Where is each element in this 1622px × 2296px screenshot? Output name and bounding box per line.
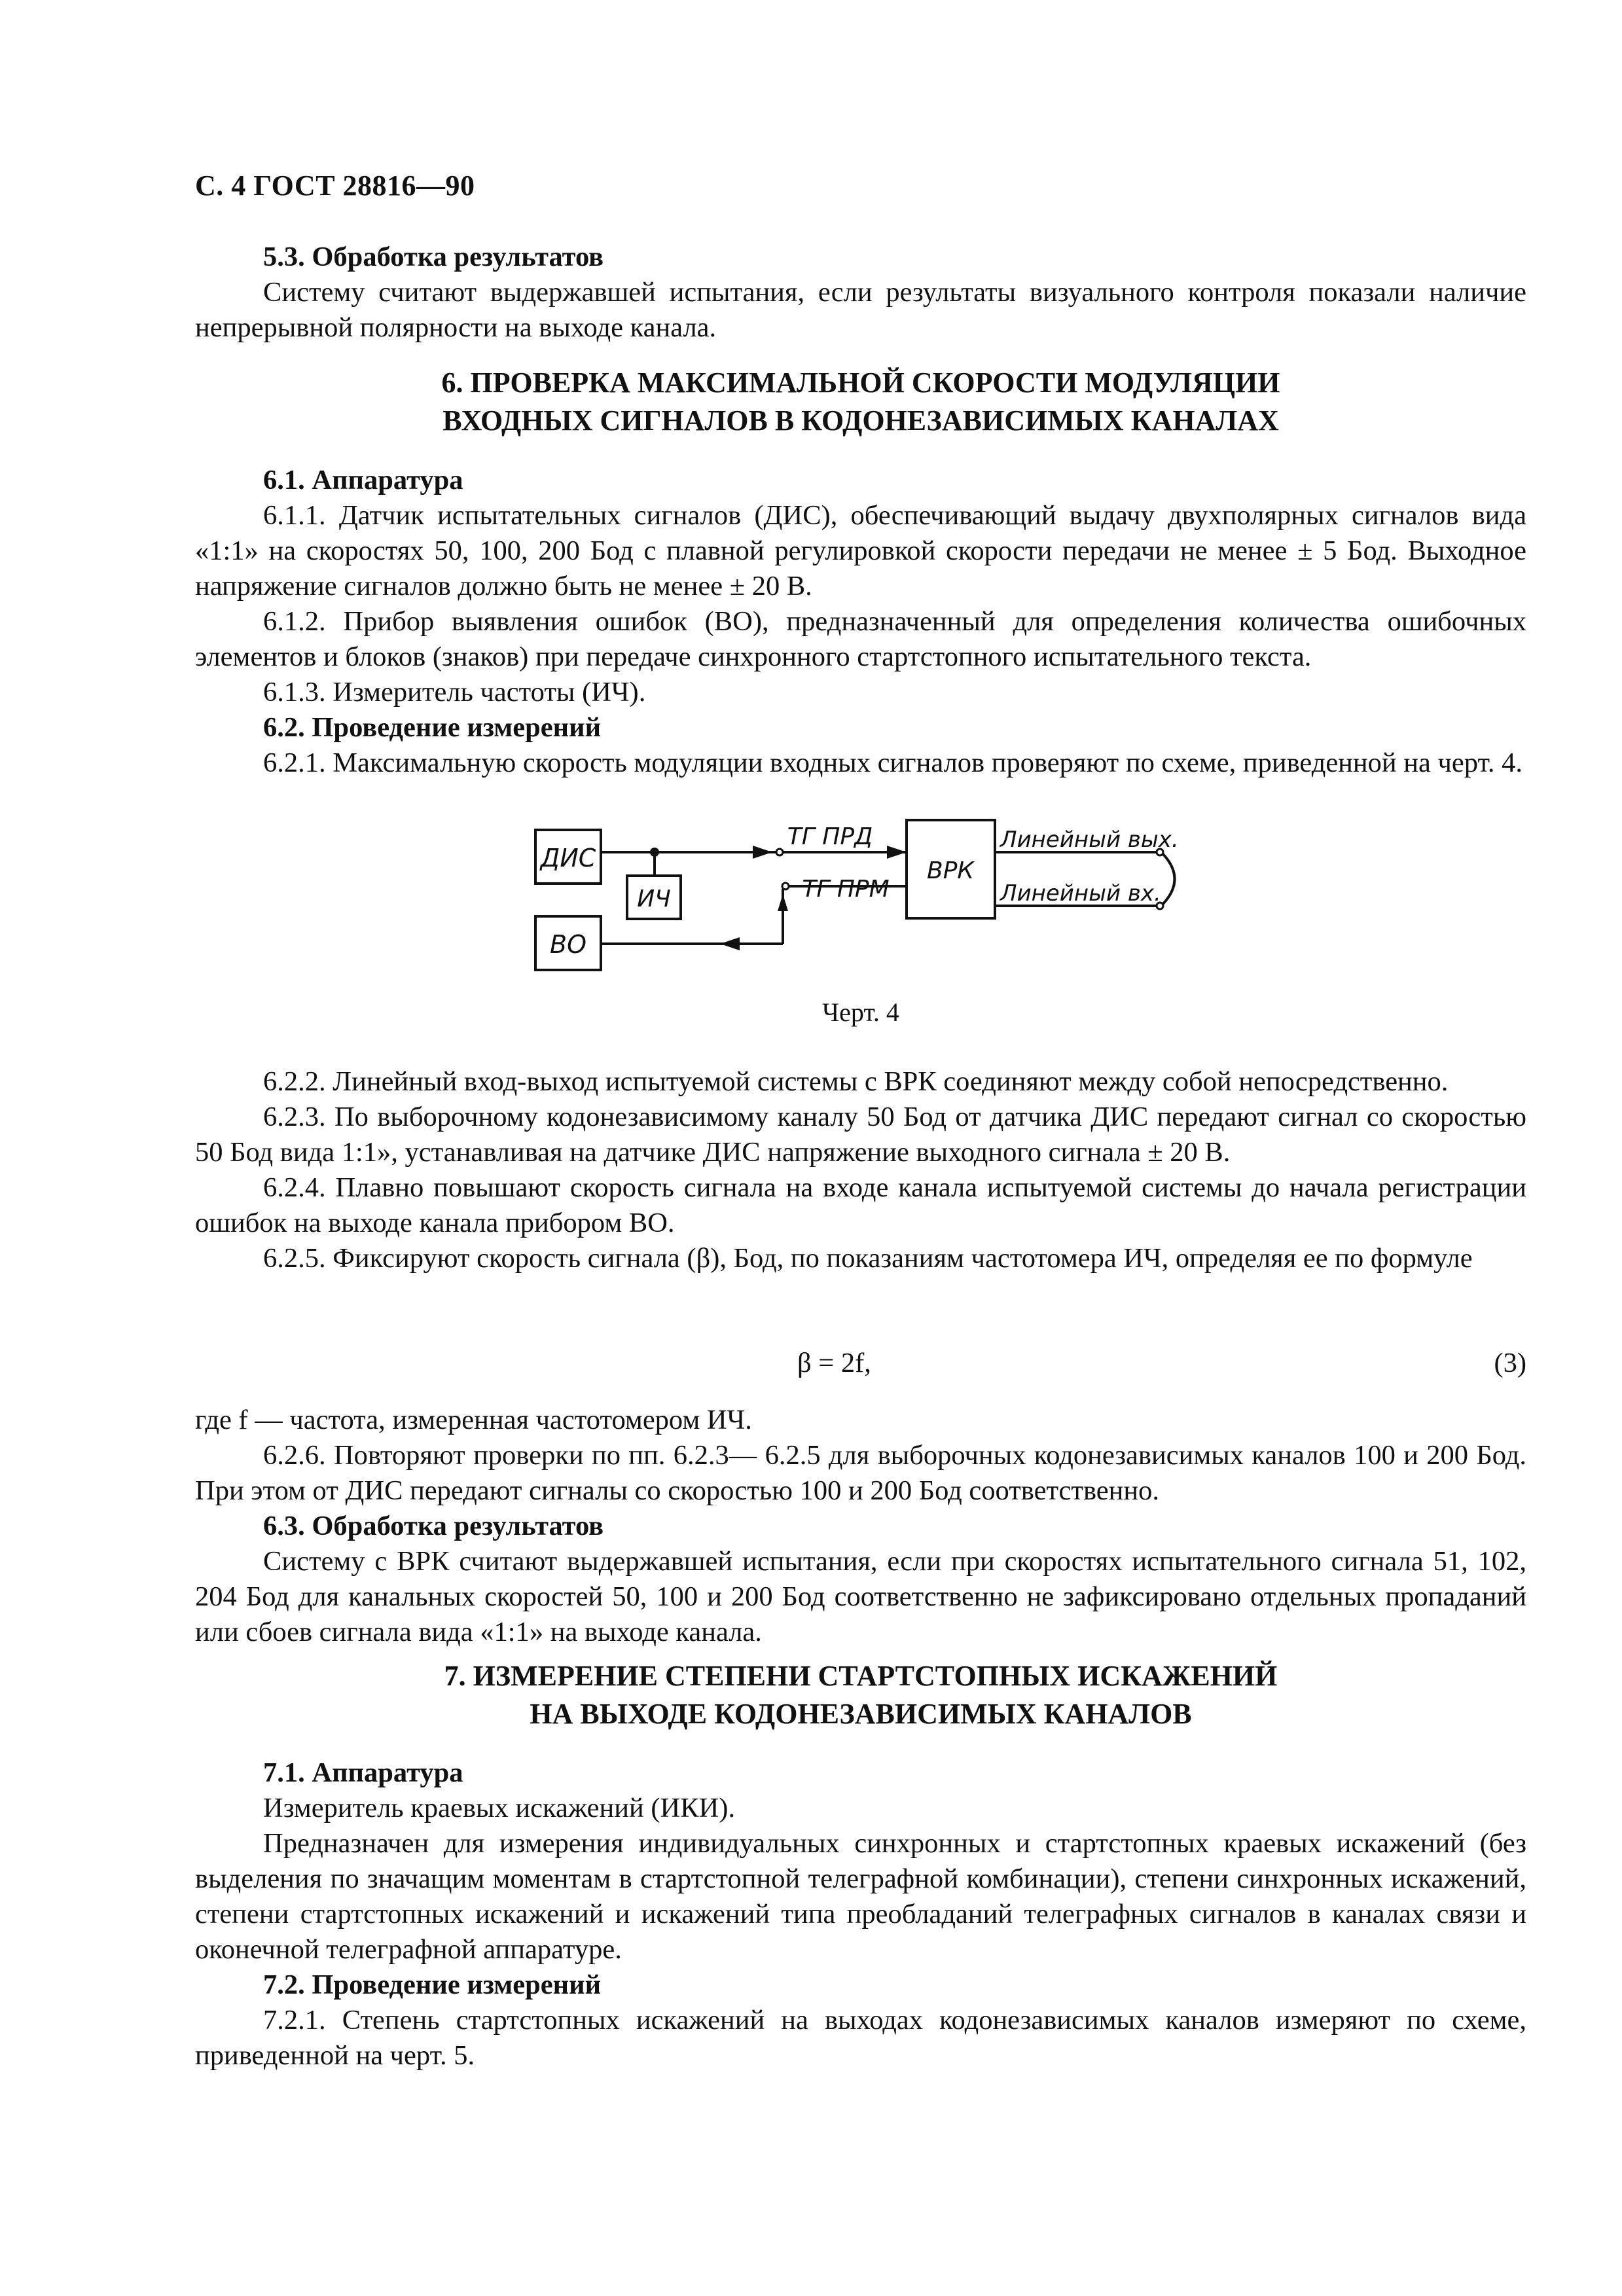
paragraph-6-1-3: 6.1.3. Измеритель частоты (ИЧ). — [263, 677, 646, 708]
arrow-to-vo — [720, 937, 740, 950]
arrow-to-tgprd — [753, 846, 772, 859]
section-6-heading-line2: ВХОДНЫХ СИГНАЛОВ В КОДОНЕЗАВИСИМЫХ КАНАЛАХ — [442, 404, 1279, 437]
section-6-2-cont — [195, 1064, 1526, 1276]
paragraph-7-2-1: 7.2.1. Степень стартстопных искажений на выходах кодонезависимых каналов измеряют по схеме, приведенной на черт. 5. — [195, 2005, 1526, 2071]
section-7-1-title: 7.1. Аппаратура — [263, 1757, 463, 1788]
line-out-label: Линейный вых. — [1000, 827, 1179, 853]
paragraph-6-2-2: 6.2.2. Линейный вход-выход испытуемой системы с ВРК соединяют между собой непосредственно. — [263, 1066, 1449, 1097]
paragraph-6-2-1: 6.2.1. Максимальную скорость модуляции входных сигналов проверяют по схеме, приведенной на черт. 4. — [263, 747, 1523, 778]
section-7-heading-line1: 7. ИЗМЕРЕНИЕ СТЕПЕНИ СТАРТСТОПНЫХ ИСКАЖЕНИЙ — [444, 1660, 1278, 1692]
paragraph-7-1-purpose: Предназначен для измерения индивидуальных синхронных и стартстопных краевых искажений (без выделения по значащим моментам в стартстопной телеграфной комбинации), степени синхронных искажений, степени стартстопных искажений и искажений типа преобладаний телеграфных сигналов в каналах связи и оконечной телеграфной аппаратуре. — [195, 1828, 1526, 1965]
tgprm-label: ТГ ПРМ — [802, 876, 890, 903]
section-5-3-title: 5.3. Обработка результатов — [263, 242, 604, 272]
tgprm-connector — [782, 883, 789, 889]
section-7-heading-line2: НА ВЫХОДЕ КОДОНЕЗАВИСИМЫХ КАНАЛОВ — [530, 1698, 1192, 1730]
line-in-label: Линейный вх. — [1000, 880, 1161, 906]
paragraph-6-2-6: 6.2.6. Повторяют проверки по пп. 6.2.3— 6.2.5 для выборочных кодонезависимых каналов 100 и 200 Бод. При этом от ДИС передают сигналы со скоростью 100 и 200 Бод соответственно. — [195, 1440, 1526, 1506]
paragraph-6-3: Систему с ВРК считают выдержавшей испытания, если при скоростях испытательного сигнала 51, 102, 204 Бод для канальных скоростей 50, 100 и 200 Бод соответственно не зафиксировано отдельных пропаданий или сбоев сигнала вида «1:1» на выходе канала. — [195, 1546, 1526, 1647]
paragraph-6-1-2: 6.1.2. Прибор выявления ошибок (ВО), предназначенный для определения количества ошибочных элементов и блоков (знаков) при передаче синхронного стартстопного испытательного текста. — [195, 606, 1526, 672]
section-5-3-text: Систему считают выдержавшей испытания, если результаты визуального контроля показали наличие непрерывной полярности на выходе канала. — [195, 277, 1526, 343]
section-6-heading-line1: 6. ПРОВЕРКА МАКСИМАЛЬНОЙ СКОРОСТИ МОДУЛЯЦИИ — [441, 367, 1280, 399]
dis-label: ДИС — [540, 844, 596, 872]
paragraph-6-1-1: 6.1.1. Датчик испытательных сигналов (ДИС), обеспечивающий выдачу двухполярных сигналов вида «1:1» на скоростях 50, 100, 200 Бод с плавной регулировкой скорости передачи не менее ± 5 Бод. Выходное напряжение сигналов должно быть не менее ± 20 В. — [195, 500, 1526, 601]
arrow-to-vrk — [887, 846, 907, 859]
paragraph-7-1-iki: Измеритель краевых искажений (ИКИ). — [263, 1793, 736, 1823]
section-7-body — [195, 1755, 1526, 2073]
vo-label: ВО — [550, 930, 586, 959]
tgprd-label: ТГ ПРД — [787, 823, 873, 850]
page-header: С. 4 ГОСТ 28816—90 — [195, 170, 475, 202]
figure-caption: Черт. 4 — [822, 997, 899, 1027]
formula-where: где f — частота, измеренная частотомером ИЧ. — [195, 1405, 752, 1435]
section-6-1-title: 6.1. Аппаратура — [263, 465, 463, 495]
formula-number: (3) — [1494, 1348, 1526, 1378]
ich-label: ИЧ — [637, 886, 671, 912]
arrow-to-tgprm — [778, 894, 788, 911]
junction-dot — [650, 848, 659, 857]
vrk-label: ВРК — [927, 857, 974, 884]
paragraph-6-2-4: 6.2.4. Плавно повышают скорость сигнала на входе канала испытуемой системы до начала регистрации ошибок на выходе канала прибором ВО. — [195, 1172, 1526, 1238]
paragraph-6-2-5: 6.2.5. Фиксируют скорость сигнала (β), Бод, по показаниям частотомера ИЧ, определяя ее по формуле — [263, 1243, 1473, 1274]
formula: β = 2f, — [797, 1348, 871, 1378]
section-7-2-title: 7.2. Проведение измерений — [263, 1969, 602, 2000]
section-7-heading — [195, 1657, 1526, 1733]
section-6-3-title: 6.3. Обработка результатов — [263, 1511, 604, 1541]
section-6-2-end — [195, 1403, 1526, 1650]
paragraph-6-2-3: 6.2.3. По выборочному кодонезависимому каналу 50 Бод от датчика ДИС передают сигнал со скоростью 50 Бод вида 1:1», устанавливая на датчике ДИС напряжение выходного сигнала ± 20 В. — [195, 1102, 1526, 1168]
section-6-2-title: 6.2. Проведение измерений — [263, 712, 602, 743]
tgprd-connector — [776, 849, 783, 855]
